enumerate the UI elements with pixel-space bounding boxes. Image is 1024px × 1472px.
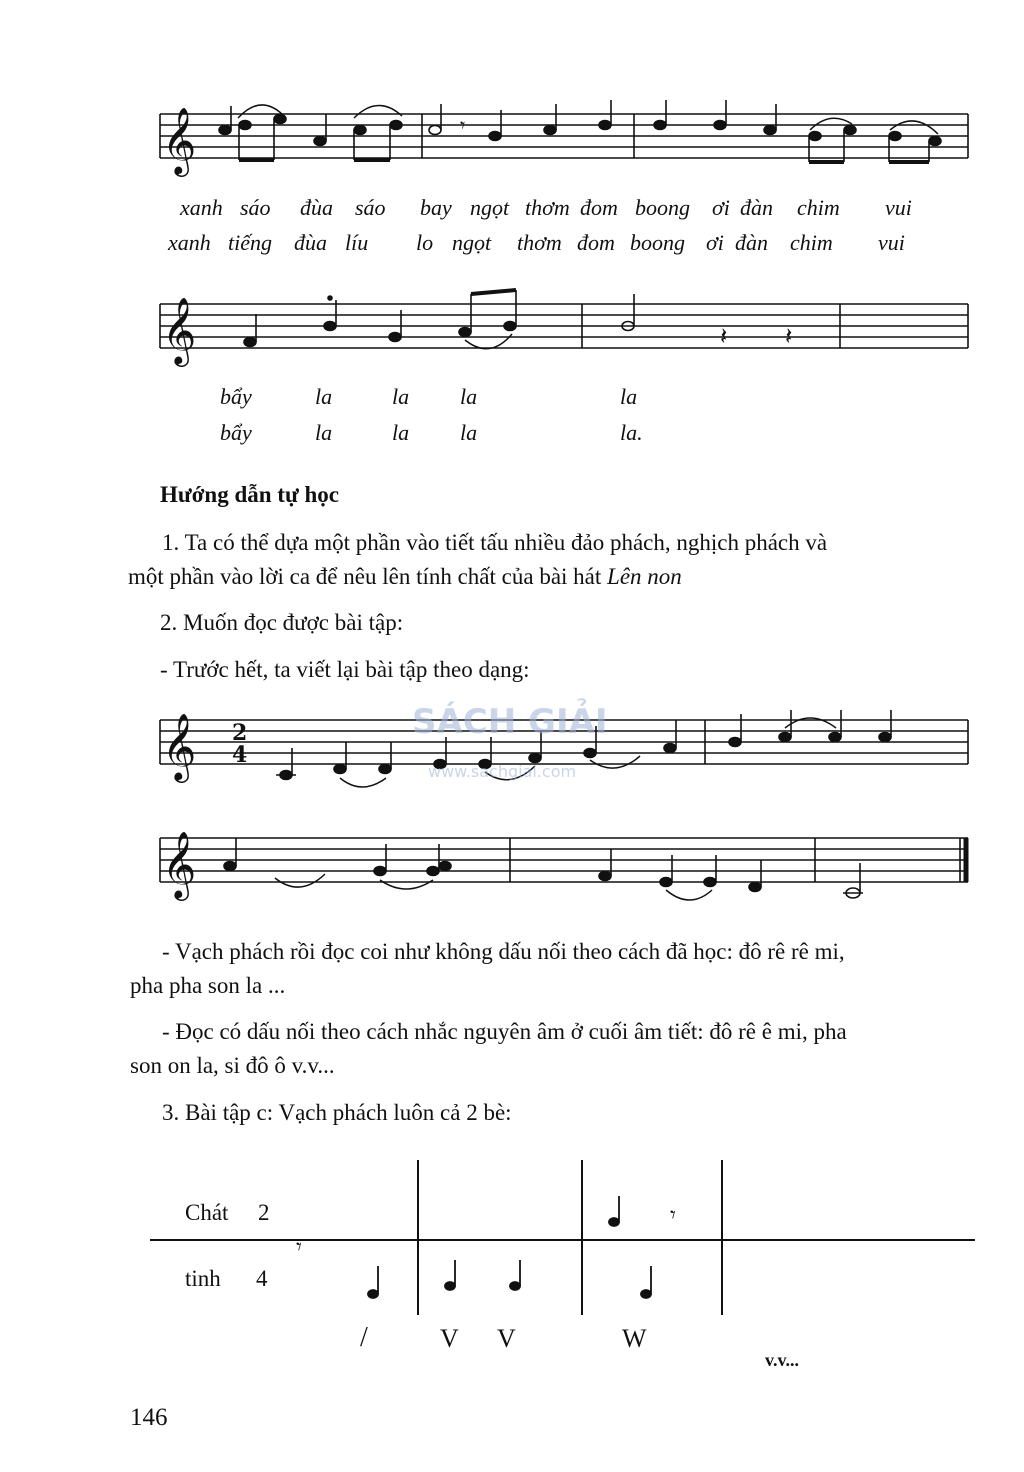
watermark-brand: SÁCH GIẢI	[412, 702, 608, 742]
lyrics-line-2a	[0, 384, 1024, 412]
paragraph-4-line-2: son on la, si đô ô v.v...	[130, 1053, 335, 1078]
watermark-url: www.sachgiai.com	[428, 762, 577, 781]
lyric-syllable: la	[620, 384, 638, 409]
time-signature-top: 2	[232, 720, 248, 746]
lyric-syllable: sáo	[355, 195, 386, 220]
lyric-syllable: la.	[620, 420, 643, 445]
lyric-syllable: đàn	[740, 195, 773, 220]
lyric-syllable: lo	[416, 230, 434, 255]
lyric-syllable: đàn	[735, 230, 768, 255]
lyric-syllable: la	[392, 384, 410, 409]
paragraph-1-line-1: 1. Ta có thể dựa một phần vào tiết tấu nhiều đảo phách, nghịch phách và	[162, 530, 828, 555]
lyrics-line-2b	[0, 420, 1024, 448]
lyric-syllable: ơi	[706, 230, 724, 255]
lyric-syllable: bẩy	[220, 420, 252, 445]
lyric-syllable: đom	[577, 230, 615, 255]
rhythm-lower-label: tinh	[185, 1266, 221, 1291]
lyric-syllable: tiếng	[228, 230, 272, 255]
lyrics-line-1b	[0, 230, 1024, 258]
beat-mark: /	[360, 1322, 368, 1353]
lyric-syllable: la	[460, 384, 478, 409]
svg-text:𝄾: 𝄾	[670, 1203, 676, 1228]
lyric-syllable: xanh	[168, 230, 211, 255]
lyric-syllable: đùa	[294, 230, 327, 255]
lyric-syllable: vui	[878, 230, 905, 255]
paragraph-4-line-1: - Đọc có dấu nối theo cách nhắc nguyên âm ở cuối âm tiết: đô rê ê mi, pha	[162, 1019, 847, 1044]
lyrics-line-1a	[0, 195, 1024, 223]
lyric-syllable: đom	[580, 195, 618, 220]
music-staff-4	[150, 818, 980, 918]
paragraph-2-sub: - Trước hết, ta viết lại bài tập theo dạng:	[160, 657, 530, 682]
lyric-syllable: ngọt	[452, 230, 492, 255]
lyric-syllable: bẩy	[220, 384, 252, 409]
rhythm-upper-label: Chát	[185, 1200, 229, 1225]
lyric-syllable: la	[460, 420, 478, 445]
time-signature-bottom: 4	[232, 742, 248, 768]
svg-text:𝄞: 𝄞	[162, 106, 197, 174]
lyric-syllable: bay	[420, 195, 452, 220]
paragraph-1-line-2	[128, 560, 682, 594]
lyric-syllable: ơi	[712, 195, 730, 220]
beat-mark: V	[497, 1324, 516, 1353]
lyric-syllable: xanh	[180, 195, 223, 220]
music-staff-2	[150, 282, 980, 382]
svg-text:𝄞: 𝄞	[162, 296, 197, 364]
lyric-syllable: boong	[635, 195, 690, 220]
lyric-syllable: la	[315, 384, 333, 409]
paragraph-3-line-1: - Vạch phách rồi đọc coi như không dấu nối theo cách đã học: đô rê rê mi,	[162, 939, 845, 964]
lyric-syllable: thơm	[525, 195, 570, 220]
svg-text:𝄞: 𝄞	[162, 830, 197, 898]
lyric-syllable: thơm	[517, 230, 562, 255]
paragraph-1-text: một phần vào lời ca để nêu lên tính chất của bài hát	[128, 564, 608, 589]
lyric-syllable: líu	[345, 230, 369, 255]
lyric-syllable: ngọt	[470, 195, 510, 220]
svg-text:𝄾: 𝄾	[296, 1235, 302, 1260]
paragraph-3-line-2: pha pha son la ...	[130, 973, 286, 998]
rhythm-etc: v.v...	[765, 1350, 800, 1370]
rhythm-upper-number: 2	[258, 1200, 270, 1225]
svg-text:𝄾: 𝄾	[460, 113, 466, 137]
lyric-syllable: boong	[630, 230, 685, 255]
song-title: Lên non	[607, 564, 682, 589]
lyric-syllable: đùa	[300, 195, 333, 220]
rhythm-lower-number: 4	[256, 1266, 268, 1291]
lyric-syllable: chim	[797, 195, 840, 220]
paragraph-5: 3. Bài tập c: Vạch phách luôn cả 2 bè:	[162, 1100, 512, 1125]
svg-text:𝄽: 𝄽	[720, 322, 728, 350]
section-heading: Hướng dẫn tự học	[160, 482, 340, 507]
svg-text:𝄽: 𝄽	[785, 322, 793, 350]
paragraph-2: 2. Muốn đọc được bài tập:	[160, 610, 404, 635]
lyric-syllable: la	[392, 420, 410, 445]
lyric-syllable: la	[315, 420, 333, 445]
music-staff-1	[150, 90, 980, 190]
beat-mark: V	[440, 1324, 459, 1353]
lyric-syllable: vui	[885, 195, 912, 220]
page-number: 146	[130, 1404, 168, 1431]
beat-mark: W	[622, 1324, 647, 1353]
svg-text:𝄞: 𝄞	[162, 712, 197, 780]
lyric-syllable: chim	[790, 230, 833, 255]
lyric-syllable: sáo	[240, 195, 271, 220]
